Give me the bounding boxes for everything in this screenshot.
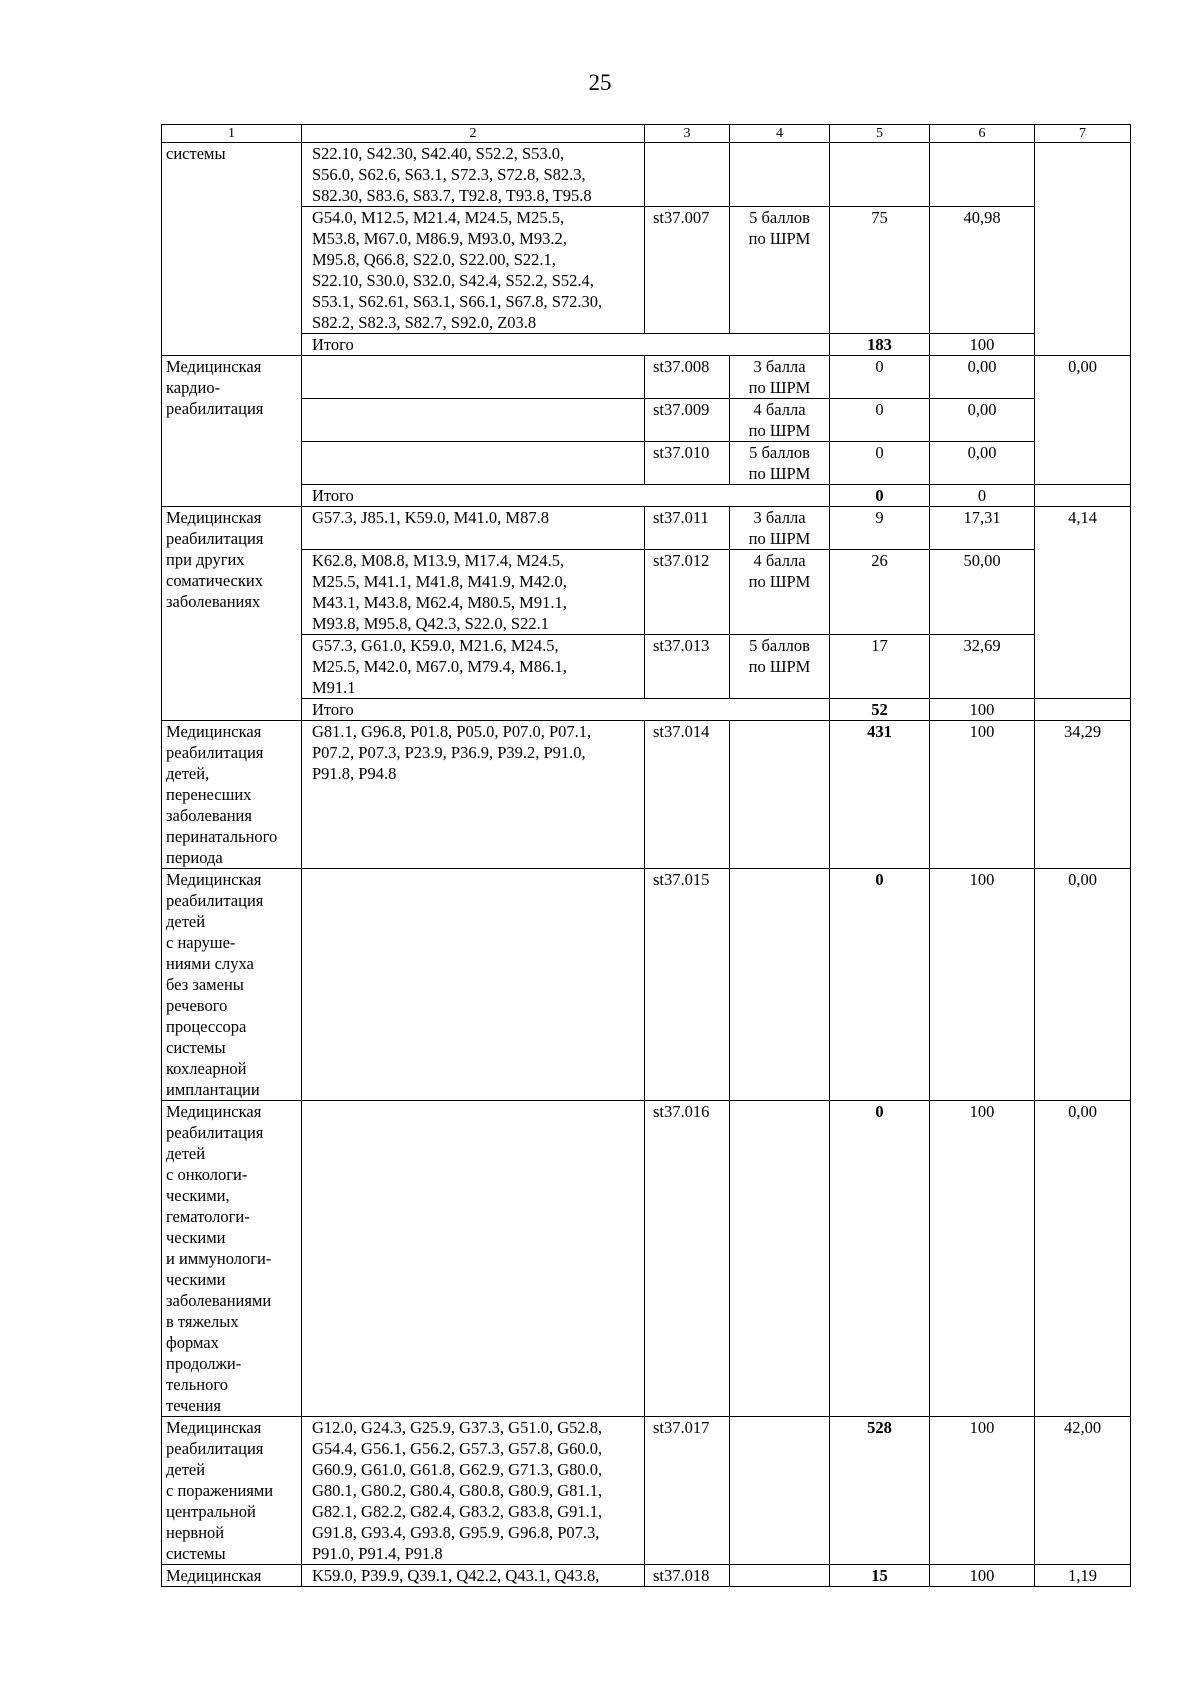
count-cell: 0 xyxy=(830,1101,930,1417)
subtotal-row xyxy=(162,334,1131,356)
ksg-code-cell: st37.018 xyxy=(645,1565,730,1587)
header-cell-1: 1 xyxy=(162,125,302,143)
share-cell: 100 xyxy=(930,869,1035,1101)
count-cell: 0 xyxy=(830,356,930,399)
ksg-code-cell xyxy=(645,143,730,207)
subtotal-label: Итого xyxy=(302,485,830,507)
total-share-cell: 0,00 xyxy=(1035,869,1131,1101)
diagnosis-codes-cell: G57.3, J85.1, K59.0, M41.0, M87.8 xyxy=(302,507,645,550)
count-cell: 0 xyxy=(830,442,930,485)
shrm-score-cell xyxy=(730,1417,830,1565)
diagnosis-codes-cell xyxy=(302,356,645,399)
page-number: 25 xyxy=(588,70,612,95)
ksg-code-cell: st37.017 xyxy=(645,1417,730,1565)
table-row xyxy=(162,1417,1131,1565)
table-row xyxy=(162,442,1131,485)
share-cell: 0,00 xyxy=(930,356,1035,399)
total-share-cell xyxy=(1035,699,1131,721)
table-row xyxy=(162,1565,1131,1587)
table-row xyxy=(162,356,1131,399)
header-cell-2: 2 xyxy=(302,125,645,143)
shrm-score-cell xyxy=(730,143,830,207)
group-name-cell: Медицинская реабилитация детей с онкологи- ческими, гематологи- ческими и иммунологи- ческими заболеваниями в тяжелых формах продолжи- тельного течения xyxy=(162,1101,302,1417)
diagnosis-codes-cell: K62.8, M08.8, M13.9, M17.4, M24.5, M25.5, M41.1, M41.8, M41.9, M42.0, M43.1, M43.8, M62.4, M80.5, M91.1, M93.8, M95.8, Q42.3, S22.0, S22.1 xyxy=(302,550,645,635)
table-row xyxy=(162,635,1131,699)
group-name-cell: Медицинская реабилитация при других соматических заболеваниях xyxy=(162,507,302,721)
group-name-cell: Медицинская реабилитация детей, перенесших заболевания перинатального периода xyxy=(162,721,302,869)
table-row xyxy=(162,143,1131,207)
table-row xyxy=(162,207,1131,334)
count-cell: 17 xyxy=(830,635,930,699)
diagnosis-codes-cell: G81.1, G96.8, P01.8, P05.0, P07.0, P07.1, P07.2, P07.3, P23.9, P36.9, P39.2, P91.0, P91.8, P94.8 xyxy=(302,721,645,869)
ksg-code-cell: st37.011 xyxy=(645,507,730,550)
count-cell: 0 xyxy=(830,869,930,1101)
header-row xyxy=(162,125,1131,143)
ksg-code-cell: st37.013 xyxy=(645,635,730,699)
group-name-cell: Медицинская кардио- реабилитация xyxy=(162,356,302,507)
shrm-score-cell: 5 баллов по ШРМ xyxy=(730,207,830,334)
diagnosis-codes-cell xyxy=(302,869,645,1101)
total-share-cell xyxy=(1035,485,1131,507)
count-cell: 26 xyxy=(830,550,930,635)
subtotal-share: 100 xyxy=(930,334,1035,356)
subtotal-share: 0 xyxy=(930,485,1035,507)
shrm-score-cell: 4 балла по ШРМ xyxy=(730,550,830,635)
share-cell: 40,98 xyxy=(930,207,1035,334)
total-share-cell: 0,00 xyxy=(1035,1101,1131,1417)
shrm-score-cell: 5 баллов по ШРМ xyxy=(730,635,830,699)
subtotal-count: 52 xyxy=(830,699,930,721)
share-cell: 100 xyxy=(930,1417,1035,1565)
header-cell-6: 6 xyxy=(930,125,1035,143)
ksg-code-cell: st37.008 xyxy=(645,356,730,399)
total-share-cell: 4,14 xyxy=(1035,507,1131,699)
count-cell: 431 xyxy=(830,721,930,869)
table-row xyxy=(162,507,1131,550)
group-name-cell: Медицинская реабилитация детей с поражениями центральной нервной системы xyxy=(162,1417,302,1565)
share-cell: 100 xyxy=(930,1565,1035,1587)
shrm-score-cell: 3 балла по ШРМ xyxy=(730,507,830,550)
ksg-code-cell: st37.009 xyxy=(645,399,730,442)
shrm-score-cell: 5 баллов по ШРМ xyxy=(730,442,830,485)
subtotal-share: 100 xyxy=(930,699,1035,721)
share-cell: 32,69 xyxy=(930,635,1035,699)
share-cell xyxy=(930,143,1035,207)
count-cell: 9 xyxy=(830,507,930,550)
shrm-score-cell xyxy=(730,869,830,1101)
shrm-score-cell: 4 балла по ШРМ xyxy=(730,399,830,442)
share-cell: 0,00 xyxy=(930,442,1035,485)
diagnosis-codes-cell: G57.3, G61.0, K59.0, M21.6, M24.5, M25.5, M42.0, M67.0, M79.4, M86.1, M91.1 xyxy=(302,635,645,699)
share-cell: 17,31 xyxy=(930,507,1035,550)
shrm-score-cell xyxy=(730,1101,830,1417)
share-cell: 100 xyxy=(930,1101,1035,1417)
group-name-cell: Медицинская xyxy=(162,1565,302,1587)
ksg-code-cell: st37.015 xyxy=(645,869,730,1101)
diagnosis-codes-cell xyxy=(302,399,645,442)
count-cell: 528 xyxy=(830,1417,930,1565)
diagnosis-codes-cell xyxy=(302,442,645,485)
count-cell: 75 xyxy=(830,207,930,334)
ksg-code-cell: st37.012 xyxy=(645,550,730,635)
total-share-cell: 34,29 xyxy=(1035,721,1131,869)
ksg-code-cell: st37.010 xyxy=(645,442,730,485)
diagnosis-codes-cell: G12.0, G24.3, G25.9, G37.3, G51.0, G52.8, G54.4, G56.1, G56.2, G57.3, G57.8, G60.0, G60.9, G61.0, G61.8, G62.9, G71.3, G80.0, G80.1, G80.2, G80.4, G80.8, G80.9, G81.1, G82.1, G82.2, G82.4, G83.2, G83.8, G91.1, G91.8, G93.4, G93.8, G95.9, G96.8, P07.3, P91.0, P91.4, P91.8 xyxy=(302,1417,645,1565)
table-row xyxy=(162,869,1131,1101)
subtotal-row xyxy=(162,485,1131,507)
shrm-score-cell: 3 балла по ШРМ xyxy=(730,356,830,399)
total-share-cell: 1,19 xyxy=(1035,1565,1131,1587)
total-share-cell xyxy=(1035,143,1131,356)
share-cell: 0,00 xyxy=(930,399,1035,442)
shrm-score-cell xyxy=(730,721,830,869)
shrm-score-cell xyxy=(730,1565,830,1587)
header-cell-3: 3 xyxy=(645,125,730,143)
header-cell-4: 4 xyxy=(730,125,830,143)
count-cell xyxy=(830,143,930,207)
ksg-code-cell: st37.016 xyxy=(645,1101,730,1417)
header-cell-7: 7 xyxy=(1035,125,1131,143)
subtotal-count: 183 xyxy=(830,334,930,356)
share-cell: 50,00 xyxy=(930,550,1035,635)
tariff-table xyxy=(161,124,1131,1587)
total-share-cell: 0,00 xyxy=(1035,356,1131,485)
table-row xyxy=(162,399,1131,442)
diagnosis-codes-cell: S22.10, S42.30, S42.40, S52.2, S53.0, S56.0, S62.6, S63.1, S72.3, S72.8, S82.3, S82.30, S83.6, S83.7, T92.8, T93.8, T95.8 xyxy=(302,143,645,207)
share-cell: 100 xyxy=(930,721,1035,869)
count-cell: 0 xyxy=(830,399,930,442)
table-row xyxy=(162,550,1131,635)
subtotal-row xyxy=(162,699,1131,721)
table-row xyxy=(162,1101,1131,1417)
ksg-code-cell: st37.007 xyxy=(645,207,730,334)
subtotal-count: 0 xyxy=(830,485,930,507)
subtotal-label: Итого xyxy=(302,334,830,356)
count-cell: 15 xyxy=(830,1565,930,1587)
total-share-cell: 42,00 xyxy=(1035,1417,1131,1565)
table-row xyxy=(162,721,1131,869)
diagnosis-codes-cell: K59.0, P39.9, Q39.1, Q42.2, Q43.1, Q43.8, xyxy=(302,1565,645,1587)
ksg-code-cell: st37.014 xyxy=(645,721,730,869)
subtotal-label: Итого xyxy=(302,699,830,721)
header-cell-5: 5 xyxy=(830,125,930,143)
diagnosis-codes-cell: G54.0, M12.5, M21.4, M24.5, M25.5, M53.8, M67.0, M86.9, M93.0, M93.2, M95.8, Q66.8, S22.0, S22.00, S22.1, S22.10, S30.0, S32.0, S42.4, S52.2, S52.4, S53.1, S62.61, S63.1, S66.1, S67.8, S72.30, S82.2, S82.3, S82.7, S92.0, Z03.8 xyxy=(302,207,645,334)
diagnosis-codes-cell xyxy=(302,1101,645,1417)
group-name-cell: Медицинская реабилитация детей с наруше- ниями слуха без замены речевого процессора системы кохлеарной имплантации xyxy=(162,869,302,1101)
group-name-cell: системы xyxy=(162,143,302,356)
